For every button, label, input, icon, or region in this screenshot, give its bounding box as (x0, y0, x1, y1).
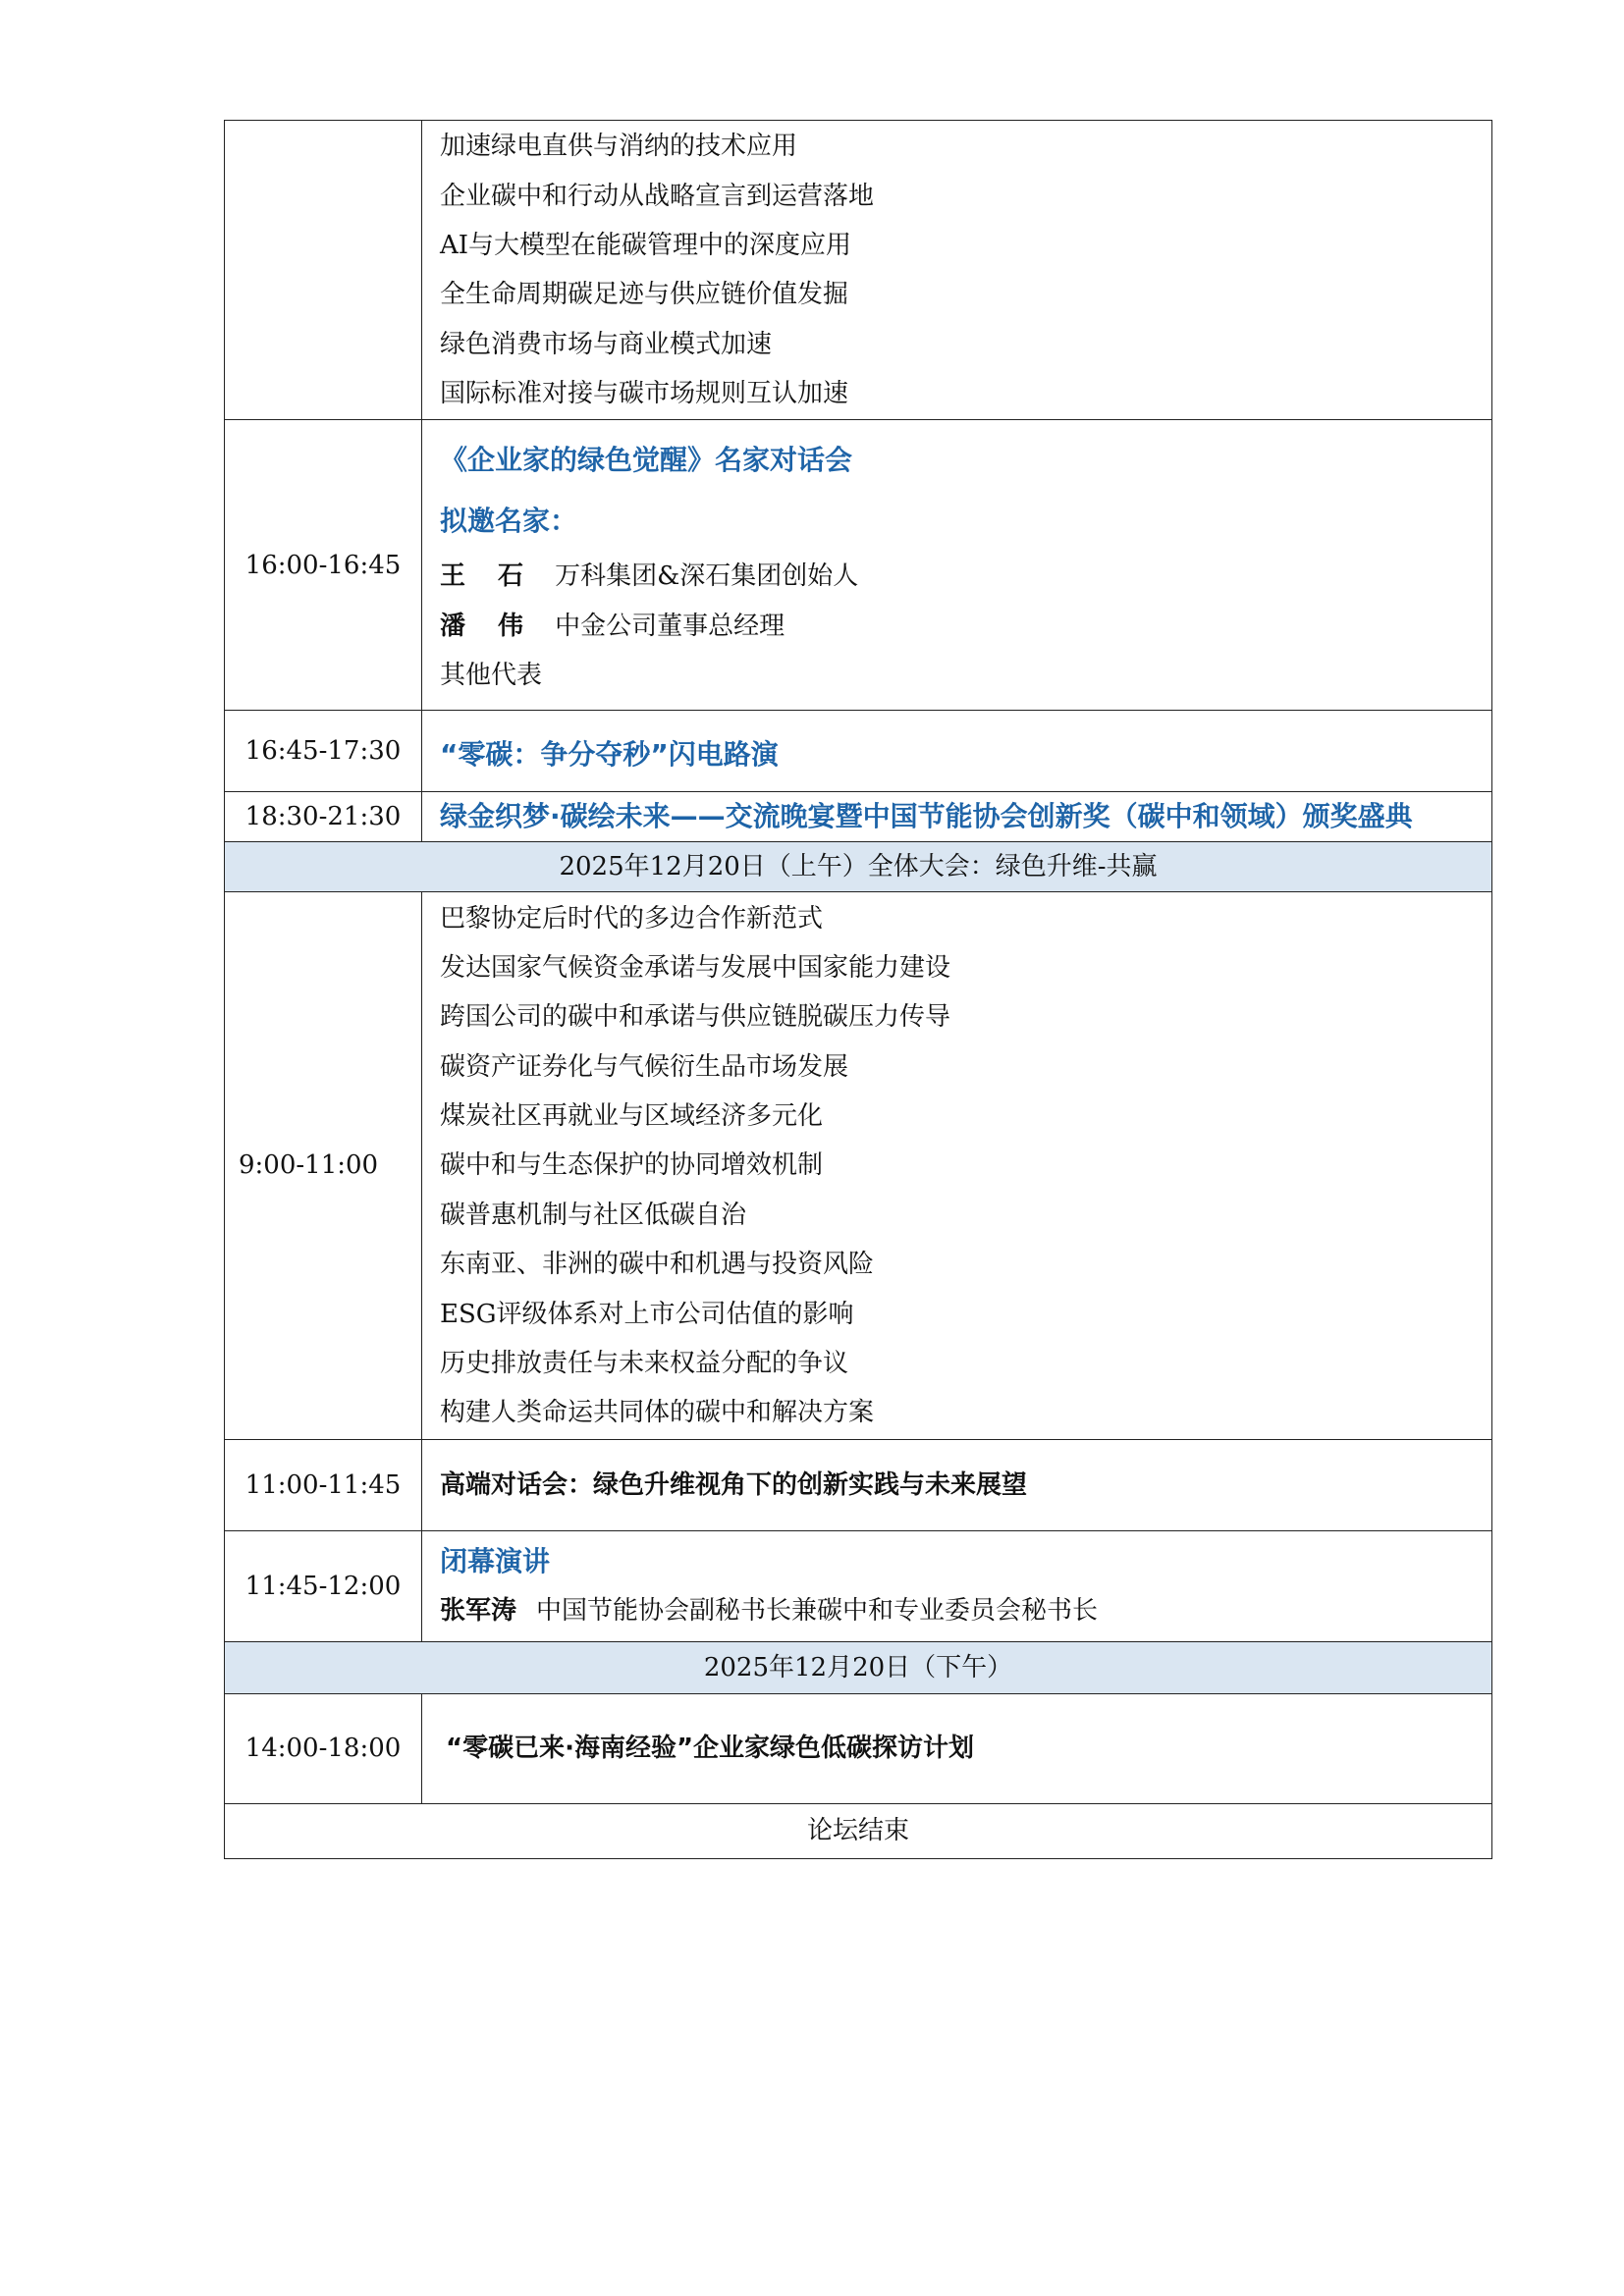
roadshow-cell (422, 711, 1492, 792)
topic-item: 企业碳中和行动从战略宣言到运营落地 (440, 181, 875, 211)
topic-item: 绿色消费市场与商业模式加速 (440, 329, 773, 359)
highend-cell (422, 1439, 1492, 1530)
closing-title: 闭幕演讲 (440, 1544, 551, 1577)
time-cell: 9:00-11:00 (225, 892, 422, 1439)
topic-item: 构建人类命运共同体的碳中和解决方案 (440, 1398, 875, 1428)
time-cell: 16:00-16:45 (225, 420, 422, 711)
speaker-row (440, 1586, 1490, 1635)
forum-end-text: 论坛结束 (225, 1803, 1492, 1858)
guest-name: 潘 伟 (440, 611, 536, 641)
topic-item: 全生命周期碳足迹与供应链价值发掘 (440, 280, 849, 310)
agenda-row-highend (225, 1439, 1492, 1530)
guest-row (440, 552, 1490, 601)
highend-title: 高端对话会：绿色升维视角下的创新实践与未来展望 (440, 1469, 1028, 1500)
agenda-row-visit (225, 1693, 1492, 1803)
visit-title: “零碳已来·海南经验”企业家绿色低碳探访计划 (446, 1734, 975, 1764)
guest-role: 中金公司董事总经理 (555, 611, 785, 641)
topics-cell (422, 121, 1492, 420)
gala-cell (422, 792, 1492, 842)
guest-row (440, 602, 1490, 651)
topic-item: AI与大模型在能碳管理中的深度应用 (440, 230, 852, 260)
dialogue-cell (422, 420, 1492, 711)
date-band-afternoon (225, 1641, 1492, 1693)
date-band-text: 2025年12月20日（上午）全体大会：绿色升维-共赢 (225, 842, 1492, 892)
topic-item: 煤炭社区再就业与区域经济多元化 (440, 1101, 824, 1132)
topic-item: 历史排放责任与未来权益分配的争议 (440, 1349, 849, 1379)
guest-name: 王 石 (440, 561, 536, 592)
time-cell-empty (225, 121, 422, 420)
agenda-row-closing (225, 1530, 1492, 1641)
topic-item: 巴黎协定后时代的多边合作新范式 (440, 903, 824, 934)
plenary-cell (422, 892, 1492, 1439)
time-cell: 11:00-11:45 (225, 1439, 422, 1530)
topic-item: 发达国家气候资金承诺与发展中国家能力建设 (440, 952, 951, 983)
agenda-row-plenary (225, 892, 1492, 1439)
agenda-table (224, 120, 1492, 1859)
topic-item: ESG评级体系对上市公司估值的影响 (440, 1299, 854, 1329)
other-representatives: 其他代表 (440, 661, 543, 691)
agenda-row-end (225, 1803, 1492, 1858)
time-cell: 18:30-21:30 (225, 792, 422, 842)
topic-item: 加速绿电直供与消纳的技术应用 (440, 132, 798, 162)
time-cell: 16:45-17:30 (225, 711, 422, 792)
invited-label: 拟邀名家： (440, 505, 578, 538)
topic-item: 碳普惠机制与社区低碳自治 (440, 1200, 747, 1230)
agenda-row-topics (225, 121, 1492, 420)
date-band-morning (225, 842, 1492, 892)
topic-item: 碳中和与生态保护的协同增效机制 (440, 1150, 824, 1181)
gala-title: 绿金织梦·碳绘未来——交流晚宴暨中国节能协会创新奖（碳中和领域）颁奖盛典 (440, 800, 1413, 833)
guest-role: 万科集团&深石集团创始人 (555, 561, 859, 592)
dialogue-title: 《企业家的绿色觉醒》名家对话会 (440, 444, 853, 477)
closing-cell (422, 1530, 1492, 1641)
topic-item: 国际标准对接与碳市场规则互认加速 (440, 379, 849, 409)
topic-item: 跨国公司的碳中和承诺与供应链脱碳压力传导 (440, 1002, 951, 1033)
date-band-text: 2025年12月20日（下午） (225, 1641, 1492, 1693)
agenda-row-roadshow (225, 711, 1492, 792)
time-cell: 11:45-12:00 (225, 1530, 422, 1641)
time-cell: 14:00-18:00 (225, 1693, 422, 1803)
agenda-row-dialogue (225, 420, 1492, 711)
topic-item: 东南亚、非洲的碳中和机遇与投资风险 (440, 1250, 875, 1280)
speaker-role: 中国节能协会副秘书长兼碳中和专业委员会秘书长 (536, 1595, 1099, 1626)
roadshow-title: “零碳：争分夺秒”闪电路演 (440, 738, 779, 772)
visit-cell (422, 1693, 1492, 1803)
topic-item: 碳资产证券化与气候衍生品市场发展 (440, 1051, 849, 1082)
agenda-row-gala (225, 792, 1492, 842)
speaker-name: 张军涛 (440, 1595, 517, 1626)
